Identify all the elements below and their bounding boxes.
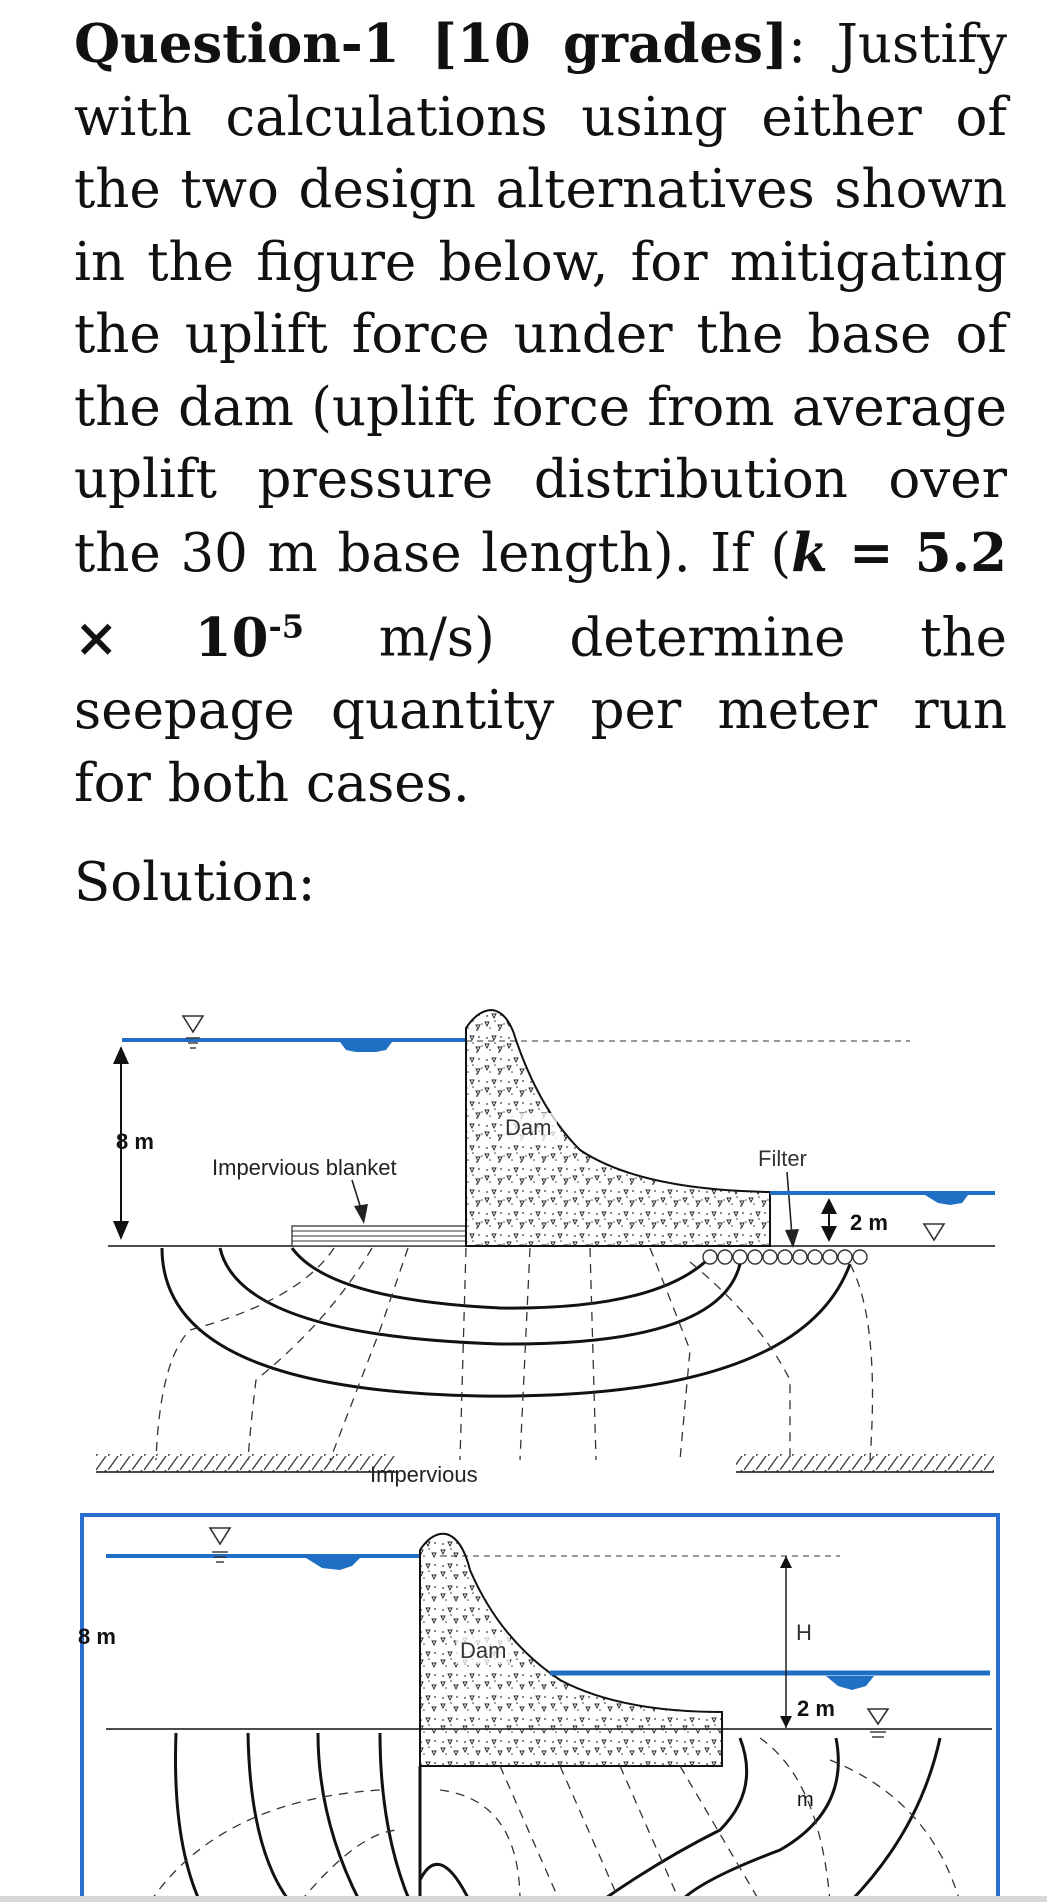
- question-body-part1: Justify with calculations using either of the two design alternatives shown in the figure below, for mitigating the uplift force under the base of the dam (uplift force from average uplift pressure distribution over the 30 m base length). If (: [74, 14, 1008, 584]
- figure-blanket-filter: [0, 990, 1047, 1490]
- downstream-head-label: 2 m: [850, 1210, 888, 1235]
- dam-label-2: Dam: [460, 1638, 507, 1663]
- upstream-head-label: 8 m: [116, 1129, 154, 1154]
- blanket-label: Impervious blanket: [212, 1155, 397, 1180]
- water-level-icon: [868, 1709, 888, 1724]
- water-level-icon: [924, 1224, 944, 1240]
- filter-gravel: [703, 1250, 867, 1264]
- downstream-unit-extra: m: [797, 1789, 814, 1811]
- k-value: = 5.2 × 10: [74, 521, 1007, 669]
- k-exponent: -5: [268, 607, 305, 645]
- water-level-icon: [183, 1016, 203, 1032]
- head-symbol: H: [796, 1620, 812, 1645]
- figure-cutoff: [0, 1508, 1047, 1902]
- upstream-head-label-2: 8 m: [78, 1624, 116, 1649]
- question-text: [74, 8, 1007, 820]
- bottom-scroll-edge: [0, 1896, 1047, 1902]
- question-heading: Question-1 [10 grades]: [74, 13, 789, 75]
- filter-label: Filter: [758, 1146, 807, 1171]
- question-body-part2: m/s) determine the seepage quantity per meter run for both cases.: [74, 607, 1007, 814]
- question-colon: :: [788, 14, 806, 75]
- k-symbol: k: [791, 521, 828, 584]
- water-level-icon: [210, 1528, 230, 1544]
- impervious-label: Impervious: [370, 1462, 478, 1487]
- downstream-head-label-2: 2 m: [797, 1696, 835, 1721]
- dam-label-1: Dam: [505, 1115, 552, 1140]
- solution-label: Solution:: [74, 852, 316, 913]
